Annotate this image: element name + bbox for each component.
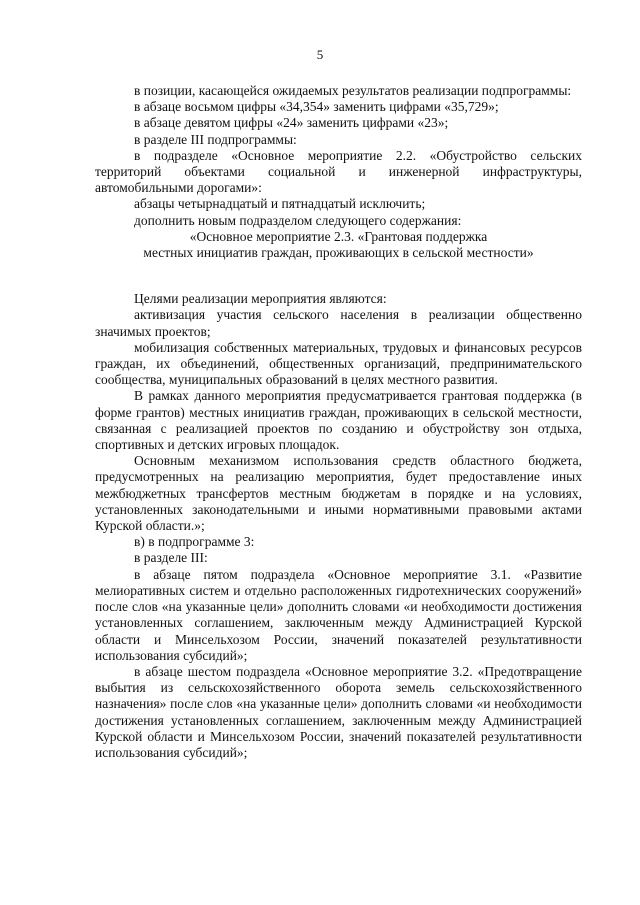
paragraph: в абзаце восьмом цифры «34,354» заменить цифрами «35,729»; [134,99,499,115]
paragraph: в разделе III подпрограммы: [134,131,297,147]
paragraph: абзацы четырнадцатый и пятнадцатый исключить; [134,196,426,212]
paragraph: в) в подпрограмме 3: [134,534,255,550]
paragraph: активизация участия сельского населения в реализации общественно значимых проектов; [95,307,582,339]
paragraph: Основным механизмом использования средств областного бюджета, предусмотренных на реализацию мероприятия, будет предоставление иных межбюджетных трансфертов местным бюджетам в порядке и на условиях, установленных законодательными и иными нормативными правовыми актами Курской области.»; [95,453,582,534]
page-number: 5 [316,47,324,62]
paragraph: в разделе III: [134,550,208,566]
paragraph: дополнить новым подразделом следующего содержания: [134,212,462,228]
paragraph: В рамках данного мероприятия предусматривается грантовая поддержка (в форме грантов) местных инициатив граждан, проживающих в сельской местности, связанная с реализацией проектов по созданию и обустройству зон отдыха, спортивных и детских игровых площадок. [95,388,582,453]
heading-spacer [95,261,582,291]
paragraph: Целями реализации мероприятия являются: [134,291,387,307]
paragraph: в абзаце девятом цифры «24» заменить цифрами «23»; [134,115,449,131]
section-heading-line-2: местных инициатив граждан, проживающих в сельской местности» [143,245,534,261]
section-heading-line-1: «Основное мероприятие 2.3. «Грантовая поддержка [189,228,488,244]
paragraph: в абзаце шестом подраздела «Основное мероприятие 3.2. «Предотвращение выбытия из сельскохозяйственного оборота земель сельскохозяйственного назначения» после слов «на указанные цели» дополнить словами «и необходимости достижения установленных соглашением, заключенным между Администрацией Курской области и Минсельхозом России, значений показателей результативности использования субсидий»; [95,663,582,760]
paragraph: мобилизация собственных материальных, трудовых и финансовых ресурсов граждан, их объединений, общественных организаций, предпринимательского сообщества, муниципальных образований в целях местного развития. [95,339,582,388]
document-body [95,83,582,761]
paragraph: в позиции, касающейся ожидаемых результатов реализации подпрограммы: [134,83,572,98]
paragraph: в абзаце пятом подраздела «Основное мероприятие 3.1. «Развитие мелиоративных систем и отдельно расположенных гидротехнических сооружений» после слов «на указанные цели» дополнить словами «и необходимости достижения установленных соглашением, заключенным между Администрацией Курской области и Минсельхозом России, значений показателей результативности использования субсидий»; [95,566,582,663]
paragraph: в подразделе «Основное мероприятие 2.2. «Обустройство сельских территорий объектами социальной и инженерной инфраструктуры, автомобильными дорогами»: [95,147,582,196]
